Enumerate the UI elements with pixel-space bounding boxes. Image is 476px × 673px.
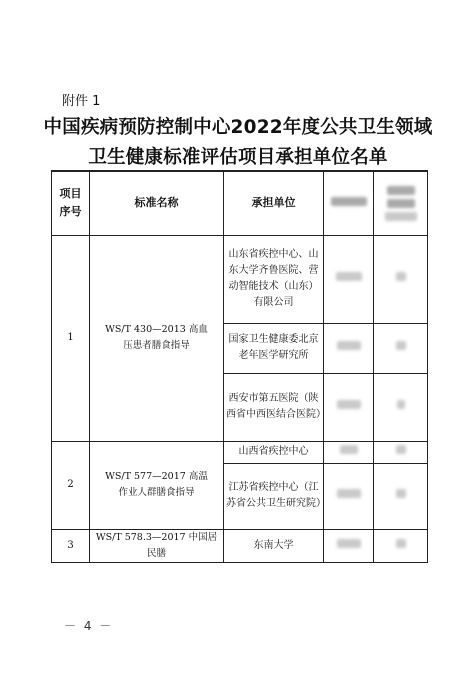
- page-number: － 4 －: [64, 619, 114, 633]
- redacted-cell: [374, 529, 428, 562]
- redacted-text: [337, 400, 361, 409]
- project-seq: 3: [52, 529, 90, 562]
- redacted-text: [337, 489, 361, 498]
- project-unit: 西安市第五医院（陕西省中西医结合医院）: [224, 373, 324, 441]
- header-redacted-1: [324, 171, 374, 235]
- table-row: [52, 441, 428, 463]
- redacted-cell: [324, 529, 374, 562]
- redacted-text: [397, 400, 405, 409]
- redacted-cell: [374, 323, 428, 373]
- table-header-row: [52, 171, 428, 235]
- project-standard: WS/T 430—2013 高血压患者膳食指导: [90, 235, 224, 441]
- redacted-cell: [324, 323, 374, 373]
- redacted-text: [336, 272, 362, 281]
- project-standard: WS/T 577—2017 高温作业人群膳食指导: [90, 441, 224, 529]
- redacted-text: [387, 199, 415, 208]
- project-unit: 江苏省疾控中心（江苏省公共卫生研究院）: [224, 463, 324, 529]
- project-seq: 2: [52, 441, 90, 529]
- redacted-cell: [374, 235, 428, 323]
- header-redacted-2: [374, 171, 428, 235]
- redacted-cell: [324, 373, 374, 441]
- redacted-cell: [374, 373, 428, 441]
- header-seq: 项目序号: [52, 171, 90, 235]
- project-table: [51, 170, 428, 563]
- table-row: [52, 529, 428, 562]
- redacted-text: [396, 272, 406, 281]
- project-standard: WS/T 578.3—2017 中国居民膳: [90, 529, 224, 562]
- project-seq: 1: [52, 235, 90, 441]
- redacted-text: [331, 197, 367, 206]
- redacted-text: [396, 445, 406, 454]
- redacted-cell: [374, 463, 428, 529]
- redacted-text: [387, 186, 415, 195]
- redacted-text: [385, 212, 417, 221]
- attachment-label: 附件 1: [62, 94, 101, 109]
- project-unit: 国家卫生健康委北京老年医学研究所: [224, 323, 324, 373]
- redacted-text: [396, 489, 406, 498]
- project-unit: 山西省疾控中心: [224, 441, 324, 463]
- document-title-line-2: 卫生健康标准评估项目承担单位名单: [88, 147, 388, 168]
- redacted-text: [340, 445, 358, 454]
- header-unit: 承担单位: [224, 171, 324, 235]
- redacted-cell: [324, 463, 374, 529]
- redacted-text: [396, 539, 406, 548]
- table-row: [52, 235, 428, 323]
- redacted-cell: [324, 441, 374, 463]
- redacted-cell: [374, 441, 428, 463]
- document-title-line-1: 中国疾病预防控制中心2022年度公共卫生领域: [43, 117, 433, 138]
- redacted-cell: [324, 235, 374, 323]
- redacted-text: [337, 539, 361, 548]
- redacted-text: [396, 341, 406, 350]
- project-unit: 山东省疾控中心、山东大学齐鲁医院、营动智能技术（山东）有限公司: [224, 235, 324, 323]
- header-standard: 标准名称: [90, 171, 224, 235]
- project-unit: 东南大学: [224, 529, 324, 562]
- redacted-text: [337, 341, 361, 350]
